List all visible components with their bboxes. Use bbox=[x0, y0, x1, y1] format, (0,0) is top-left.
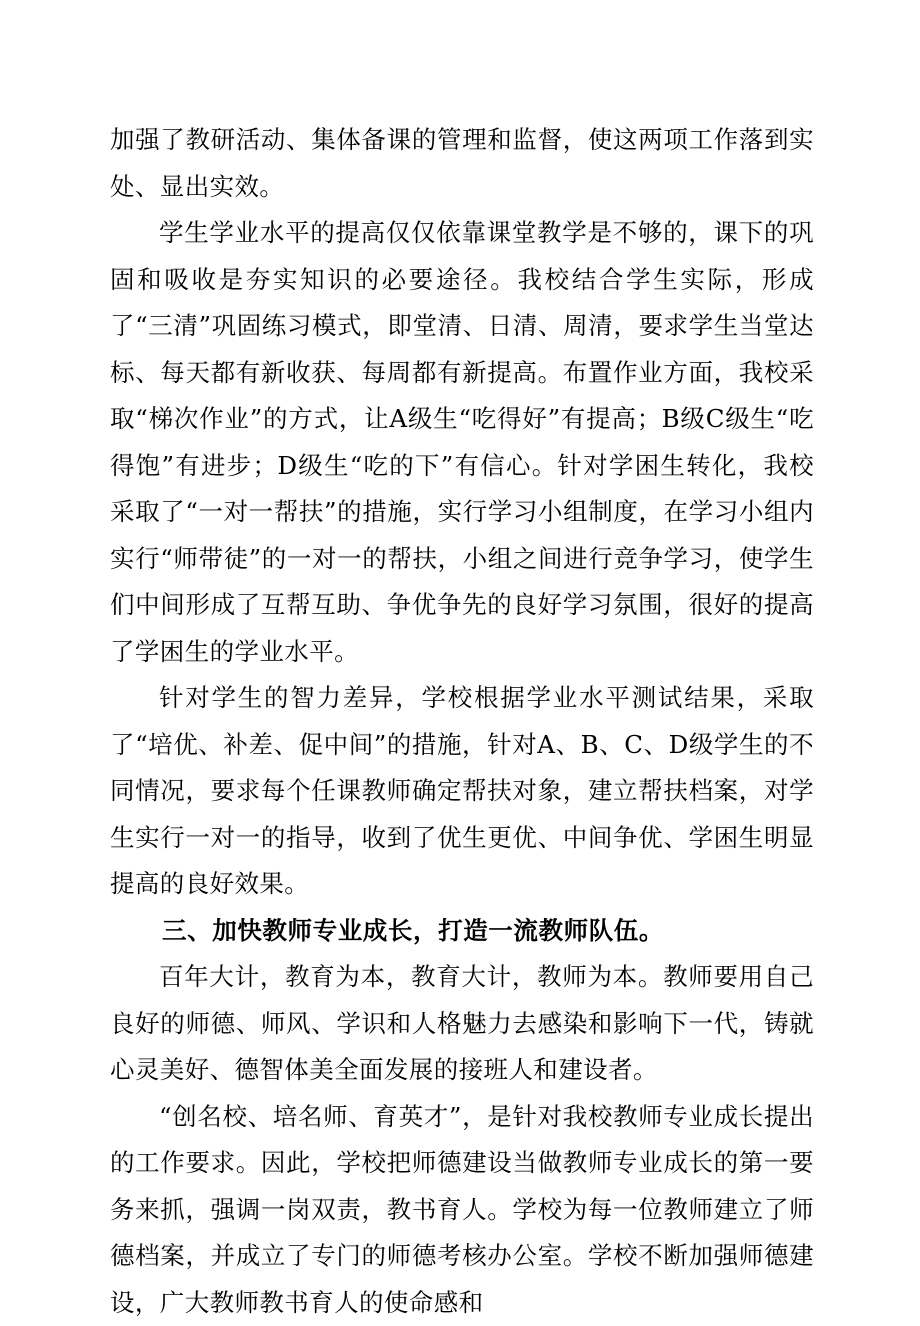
section-heading: 三、加快教师专业成长，打造一流教师队伍。 bbox=[110, 908, 814, 955]
paragraph-student-achievement: 学生学业水平的提高仅仅依靠课堂教学是不够的，课下的巩固和吸收是夯实知识的必要途径。我校结合学生实际，形成了“三清”巩固练习模式，即堂清、日清、周清，要求学生当堂达标、每天都有新收获、每周都有新提高。布置作业方面，我校采取“梯次作业”的方式，让A级生“吃得好”有提高；B级C级生“吃得饱”有进步；D级生“吃的下”有信心。针对学困生转化，我校采取了“一对一帮扶”的措施，实行学习小组制度，在学习小组内实行“师带徒”的一对一的帮扶，小组之间进行竞争学习，使学生们中间形成了互帮互助、争优争先的良好学习氛围，很好的提高了学困生的学业水平。 bbox=[110, 210, 814, 675]
paragraph-individual-differences: 针对学生的智力差异，学校根据学业水平测试结果，采取了“培优、补差、促中间”的措施，针对A、B、C、D级学生的不同情况，要求每个任课教师确定帮扶对象，建立帮扶档案，对学生实行一对一的指导，收到了优生更优、中间争优、学困生明显提高的良好效果。 bbox=[110, 675, 814, 908]
document-body bbox=[110, 117, 814, 1326]
paragraph-continuation: 加强了教研活动、集体备课的管理和监督，使这两项工作落到实处、显出实效。 bbox=[110, 117, 814, 210]
paragraph-teacher-ethics: “创名校、培名师、育英才”，是针对我校教师专业成长提出的工作要求。因此，学校把师德建设当做教师专业成长的第一要务来抓，强调一岗双责，教书育人。学校为每一位教师建立了师德档案，并成立了专门的师德考核办公室。学校不断加强师德建设，广大教师教书育人的使命感和 bbox=[110, 1094, 814, 1326]
paragraph-teacher-importance: 百年大计，教育为本，教育大计，教师为本。教师要用自己良好的师德、师风、学识和人格魅力去感染和影响下一代，铸就心灵美好、德智体美全面发展的接班人和建设者。 bbox=[110, 954, 814, 1094]
